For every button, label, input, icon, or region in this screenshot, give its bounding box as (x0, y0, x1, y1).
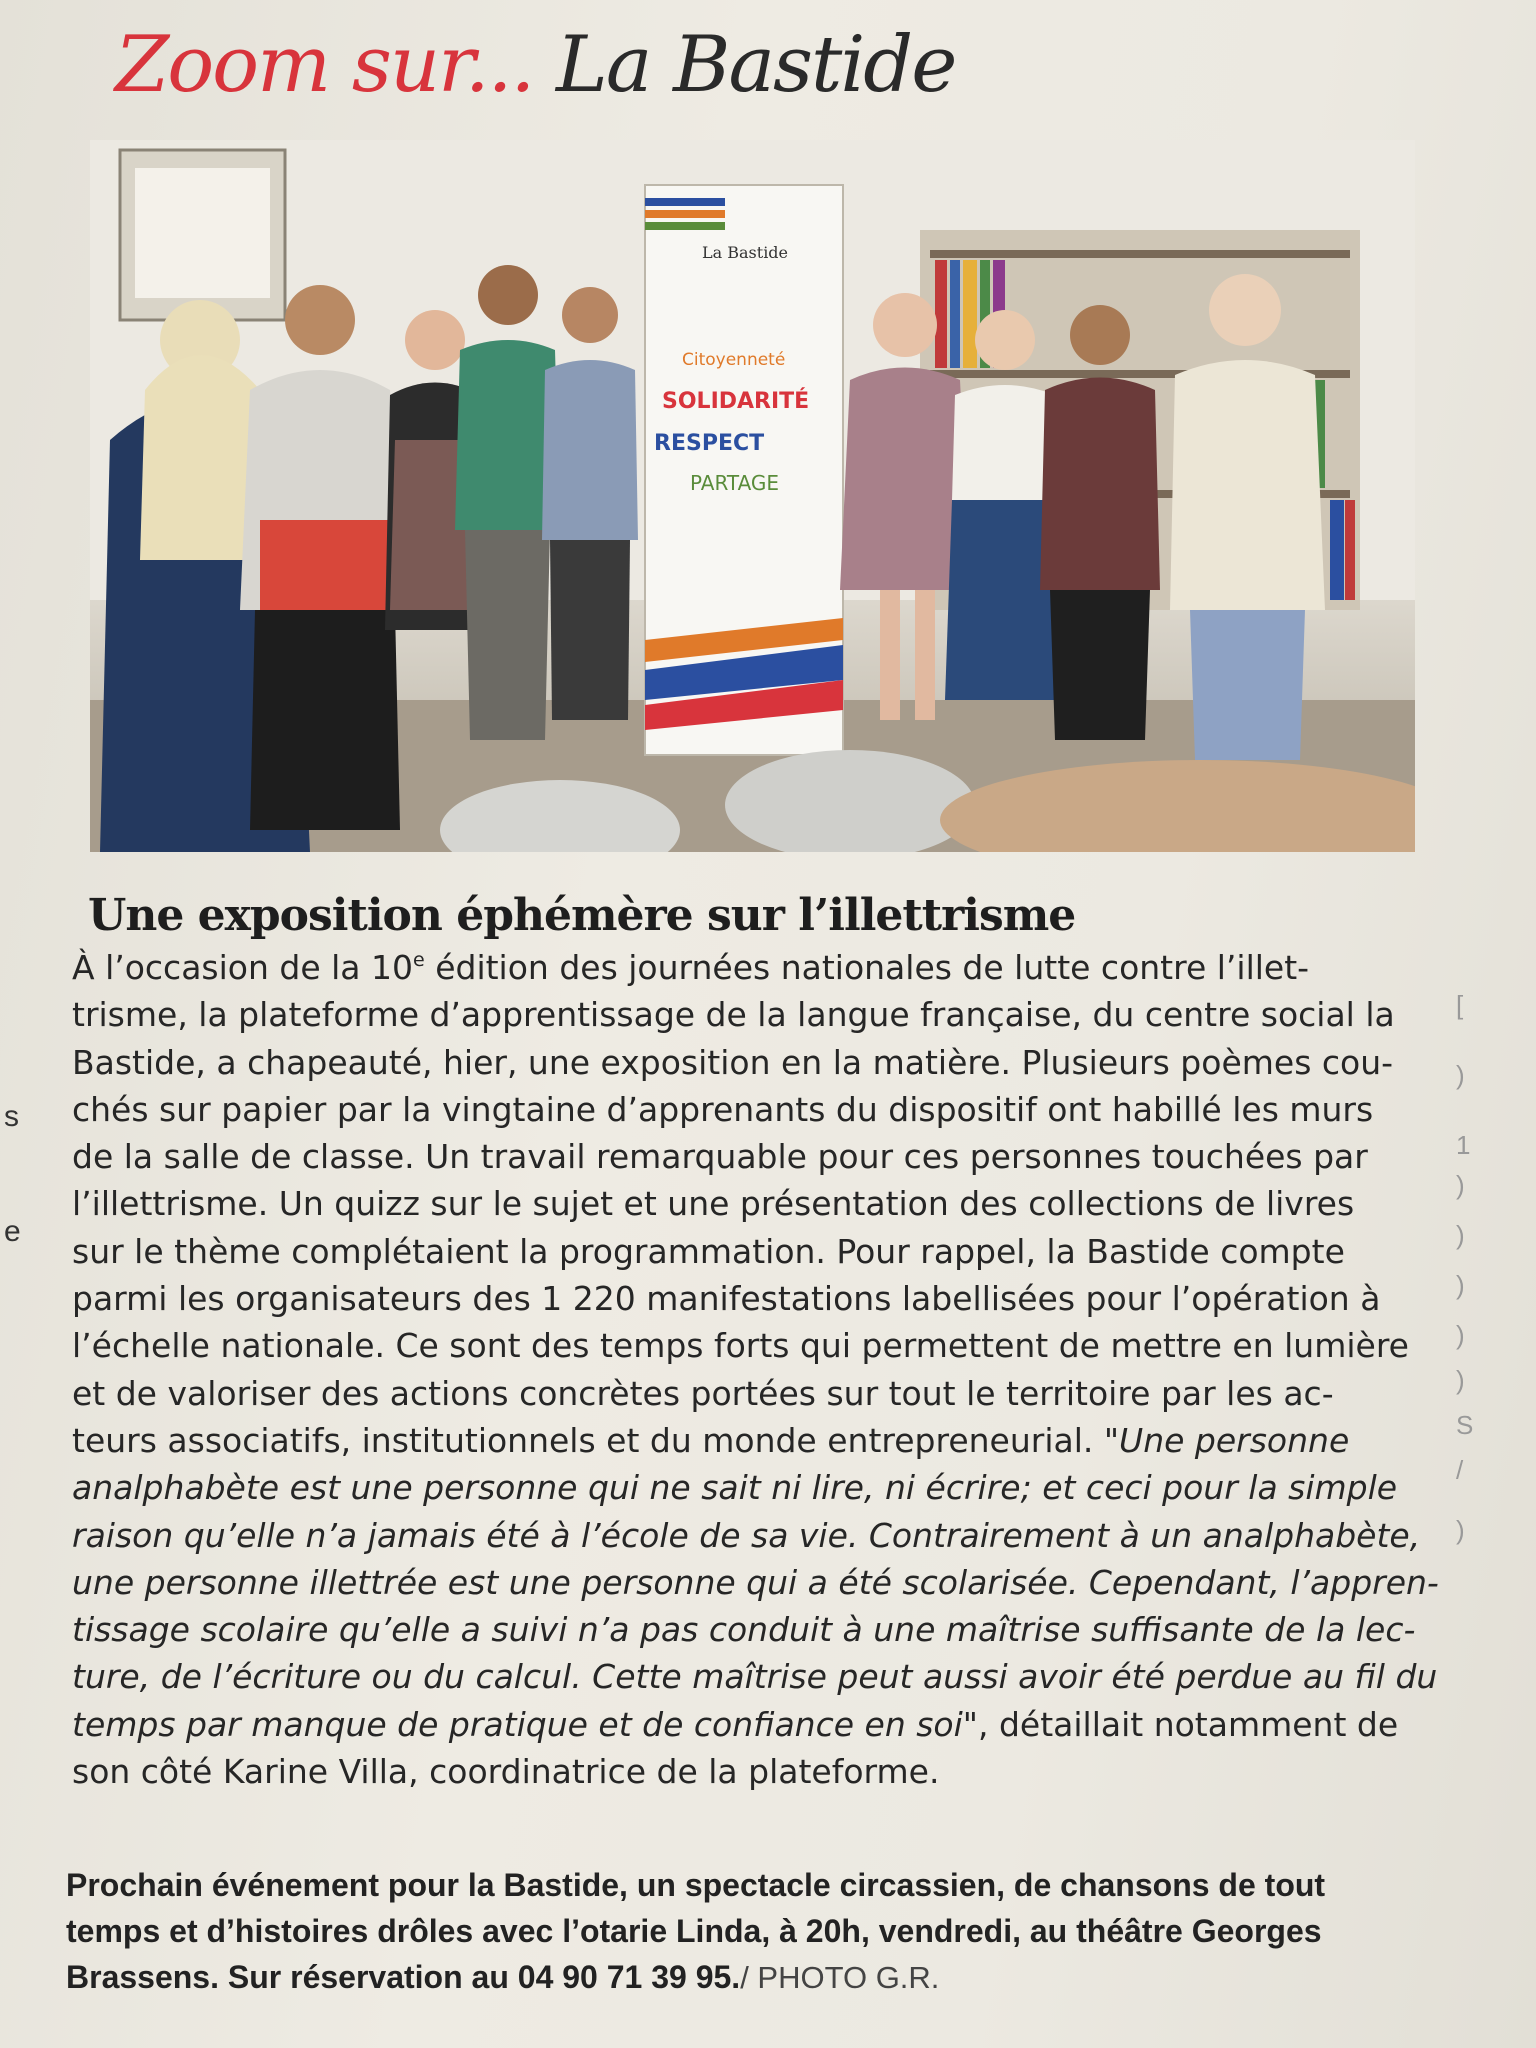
fragment-glyph: ) (1456, 1515, 1465, 1545)
fragment-glyph: ) (1456, 1270, 1465, 1300)
body-line (72, 1417, 1422, 1464)
article-photo (90, 140, 1415, 852)
article-body (72, 944, 1439, 1795)
fragment-letter: s (4, 1100, 19, 1133)
body-text: teurs associatifs, institutionnels et du monde entrepreneurial. " (72, 1420, 1120, 1460)
announcement-line: Prochain événement pour la Bastide, un spectacle circassien, de chansons de tout (66, 1867, 1326, 1903)
fragment-glyph: 1 (1456, 1130, 1471, 1160)
group-photo-illustration (90, 140, 1415, 852)
body-text: ", détaillait notamment de (962, 1704, 1399, 1744)
photo-credit: / PHOTO G.R. (740, 1960, 940, 1995)
quote-line: tissage scolaire qu’elle a suivi n’a pas conduit à une maîtrise suffisante de la lec- (72, 1610, 1416, 1650)
header-kicker: Zoom sur... (115, 20, 534, 110)
fragment-glyph: ) (1456, 1170, 1465, 1200)
announcement-text: Brassens. Sur réservation au 04 90 71 39 95. (66, 1959, 741, 1995)
banner-text: RESPECT (654, 431, 765, 456)
fragment-letter: e (4, 1215, 21, 1248)
body-line: et de valoriser des actions concrètes portées sur tout le territoire par les ac- (72, 1373, 1334, 1413)
body-line: l’illettrisme. Un quizz sur le sujet et une présentation des collections de livres (72, 1184, 1355, 1224)
fragment-glyph: S (1456, 1410, 1474, 1440)
body-line (72, 944, 1422, 991)
article-headline: Une exposition éphémère sur l’illettrisme (88, 890, 1076, 941)
quote-text: temps par manque de pratique et de confiance en soi (72, 1704, 963, 1744)
fragment-glyph: ) (1456, 1365, 1465, 1395)
section-header (115, 20, 955, 110)
header-place: La Bastide (556, 20, 956, 110)
quote-line: analphabète est une personne qui ne sait ni lire, ni écrire; et ceci pour la simple (72, 1468, 1398, 1508)
body-line: son côté Karine Villa, coordinatrice de la plateforme. (72, 1752, 940, 1792)
banner-text: SOLIDARITÉ (662, 389, 810, 414)
fragment-glyph: / (1456, 1455, 1464, 1485)
body-line: Bastide, a chapeauté, hier, une exposition en la matière. Plusieurs poèmes cou- (72, 1042, 1394, 1082)
body-line: de la salle de classe. Un travail remarquable pour ces personnes touchées par (72, 1137, 1368, 1177)
quote-text: Une personne (1119, 1420, 1350, 1460)
banner-text: Citoyenneté (682, 350, 786, 370)
event-announcement (66, 1862, 1426, 2000)
body-line: parmi les organisateurs des 1 220 manifestations labellisées pour l’opération à (72, 1279, 1381, 1319)
announcement-line (66, 1954, 1426, 2000)
quote-line: une personne illettrée est une personne qui a été scolarisée. Cependant, l’appren- (72, 1562, 1439, 1602)
fragment-glyph: [ (1456, 990, 1464, 1020)
banner-text: PARTAGE (690, 471, 780, 495)
fragment-glyph: ) (1456, 1220, 1465, 1250)
body-line: chés sur papier par la vingtaine d’apprenants du dispositif ont habillé les murs (72, 1089, 1374, 1129)
quote-line: ture, de l’écriture ou du calcul. Cette maîtrise peut aussi avoir été perdue au fil du (72, 1657, 1438, 1697)
quote-line: raison qu’elle n’a jamais été à l’école de sa vie. Contrairement à un analphabète, (72, 1515, 1421, 1555)
announcement-line: temps et d’histoires drôles avec l’otarie Linda, à 20h, vendredi, au théâtre Georges (66, 1913, 1322, 1949)
ordinal-superscript: e (413, 949, 425, 971)
body-text: À l’occasion de la 10 (72, 948, 413, 987)
body-line (72, 1701, 1422, 1748)
fragment-glyph: ) (1456, 1320, 1465, 1350)
body-text: édition des journées nationales de lutte contre l’illet- (424, 948, 1310, 987)
body-line: trisme, la plateforme d’apprentissage de la langue française, du centre social la (72, 995, 1395, 1035)
body-line: l’échelle nationale. Ce sont des temps forts qui permettent de mettre en lumière (72, 1326, 1409, 1366)
body-line: sur le thème complétaient la programmation. Pour rappel, la Bastide compte (72, 1231, 1345, 1271)
banner-text: La Bastide (702, 243, 789, 262)
fragment-glyph: ) (1456, 1060, 1465, 1090)
